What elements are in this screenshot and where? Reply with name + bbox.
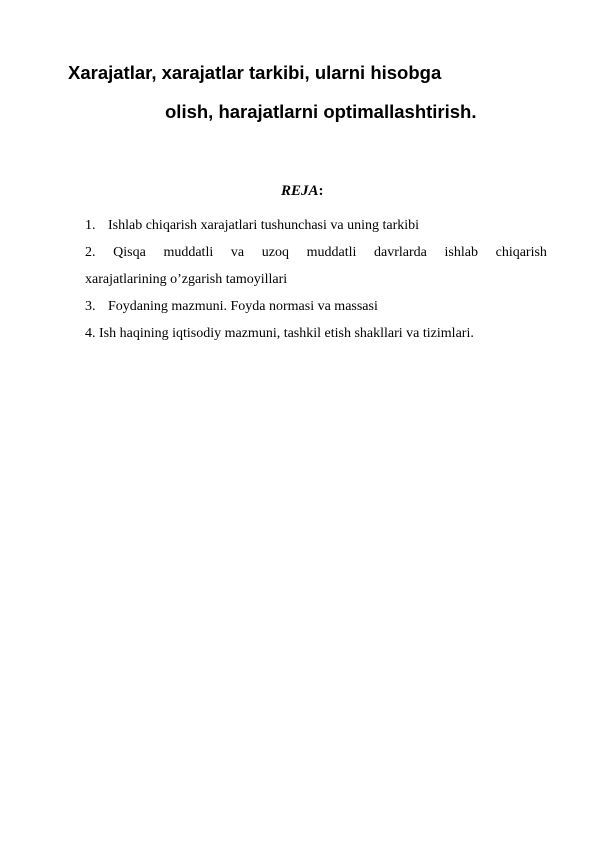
plan-item-number: 2.	[85, 245, 96, 260]
plan-item-word: chiqarish	[495, 245, 547, 260]
plan-item-3	[85, 299, 378, 315]
plan-item-word: ishlab	[444, 245, 478, 260]
plan-item-word: uzoq	[261, 245, 289, 260]
plan-item-2-line-2: xarajatlarining o’zgarish tamoyillari	[85, 272, 288, 287]
plan-item-text: Ishlab chiqarish xarajatlari tushunchasi va uning tarkibi	[108, 218, 420, 233]
plan-heading	[0, 183, 596, 200]
document-title-line-1: Xarajatlar, xarajatlar tarkibi, ularni hisobga	[68, 62, 442, 83]
plan-item-number: 1.	[85, 218, 96, 233]
plan-item-word: muddatli	[163, 245, 214, 260]
plan-item-4	[85, 326, 474, 342]
plan-heading-colon: :	[318, 183, 324, 199]
plan-item-1	[85, 218, 419, 234]
plan-item-2-line-1	[85, 245, 547, 261]
plan-item-word: va	[230, 245, 245, 260]
plan-item-text: Foydaning mazmuni. Foyda normasi va massasi	[108, 299, 378, 314]
plan-item-word: muddatli	[306, 245, 357, 260]
document-title-line-2: olish, harajatlarni optimallashtirish.	[165, 101, 477, 122]
plan-item-number: 4.	[85, 326, 96, 341]
plan-item-number: 3.	[85, 299, 96, 314]
plan-item-word: davrlarda	[374, 245, 427, 260]
plan-item-word: Qisqa	[113, 245, 146, 260]
plan-item-text: Ish haqining iqtisodiy mazmuni, tashkil etish shakllari va tizimlari.	[99, 326, 474, 341]
plan-heading-word: REJA	[281, 183, 319, 199]
